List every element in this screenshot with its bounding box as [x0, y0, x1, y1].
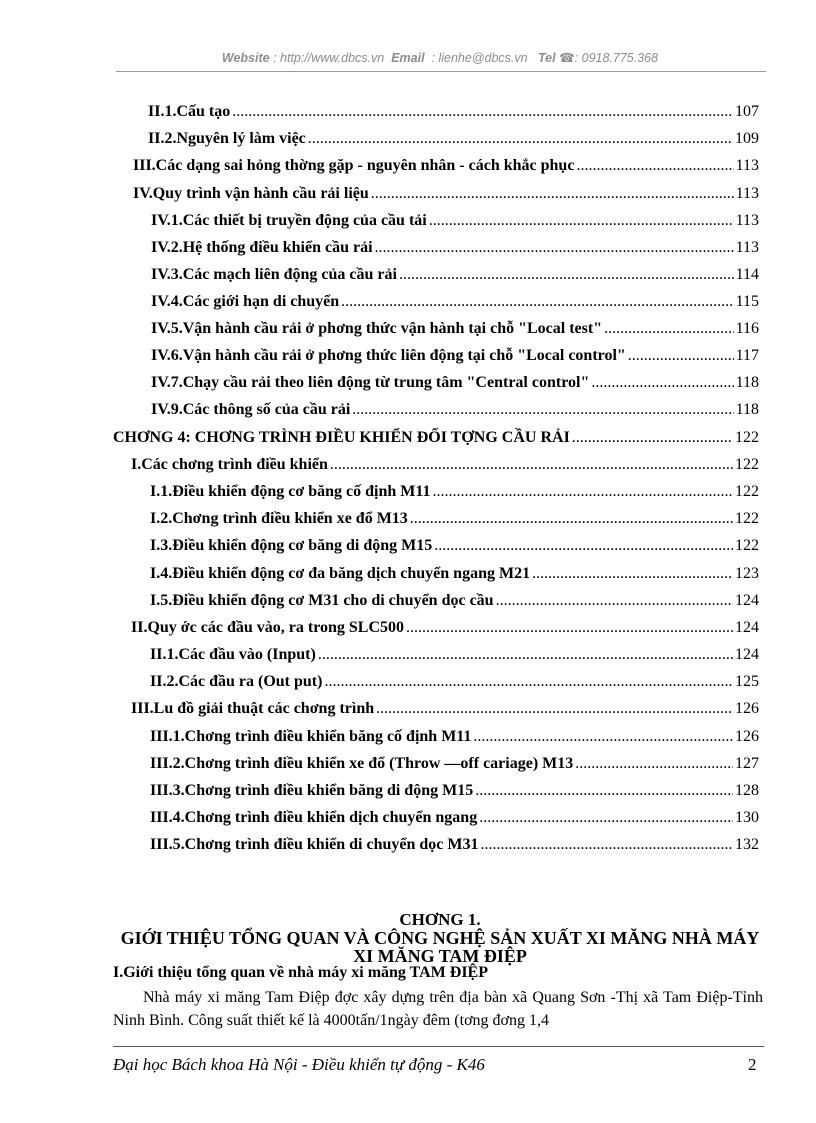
toc-leader [481, 836, 734, 854]
toc-entry-title: III.Lu đồ giải thuật các chơng trình [131, 700, 375, 717]
toc-entry-title: II.Quy ớc các đầu vào, ra trong SLC500 [131, 619, 405, 636]
toc-entry-title: III.2.Chơng trình điều khiển xe đổ (Throw —off cariage) M13 [150, 755, 574, 772]
toc-entry-page: 122 [735, 510, 759, 527]
toc-entry-title: IV.9.Các thông số của cầu rải [151, 401, 351, 418]
toc-entry-page: 128 [735, 782, 759, 799]
toc-entry [113, 429, 759, 447]
toc-leader [479, 809, 733, 827]
toc-entry-page: 113 [735, 239, 759, 256]
toc-entry [151, 374, 759, 392]
section-heading: I.Giới thiệu tổng quan về nhà máy xi măng TAM ĐIỆP [113, 964, 488, 981]
toc-entry [133, 185, 759, 203]
toc-entry-title: I.Các chơng trình điều khiển [131, 456, 328, 473]
toc-entry-page: 109 [735, 130, 759, 147]
toc-leader [628, 347, 734, 365]
footer-divider [113, 1046, 764, 1047]
toc-leader [432, 483, 733, 501]
toc-entry-page: 124 [735, 646, 759, 663]
email-label: Email [391, 51, 425, 65]
page-footer: Đại học Bách khoa Hà Nội - Điều khiển tự động - K46 [113, 1055, 485, 1074]
toc-entry-title: IV.6.Vận hành cầu rải ở phơng thức liên động tại chỗ "Local control" [151, 347, 626, 364]
chapter-number: CHƠNG 1. [399, 910, 481, 929]
toc-entry [151, 320, 759, 338]
toc-entry [151, 347, 759, 365]
toc-entry-title: IV.2.Hệ thống điều khiển cầu rải [151, 239, 373, 256]
toc-entry-page: 130 [735, 809, 759, 826]
toc-leader [318, 646, 733, 664]
toc-entry-page: 122 [735, 429, 759, 446]
toc-leader [473, 728, 733, 746]
toc-entry [150, 592, 759, 610]
tel-value: ☎: 0918.775.368 [559, 51, 659, 65]
toc-entry [150, 809, 759, 827]
toc-entry-title: III.5.Chơng trình điều khiển di chuyển dọc M31 [150, 836, 479, 853]
toc-entry-page: 122 [735, 483, 759, 500]
website-label: Website [221, 51, 270, 65]
email-value: : lienhe@dbcs.vn [431, 51, 528, 65]
toc-leader [406, 619, 733, 637]
toc-entry-page: 124 [735, 592, 759, 609]
toc-leader [375, 239, 734, 257]
toc-entry [151, 239, 759, 257]
toc-entry [151, 266, 759, 284]
toc-entry [148, 130, 759, 148]
toc-entry-page: 118 [735, 401, 759, 418]
toc-entry-title: III.Các dạng sai hỏng thờng gặp - nguyên nhân - cách khắc phục [133, 157, 575, 174]
toc-entry [148, 103, 759, 121]
toc-leader [352, 401, 733, 419]
toc-entry-title: IV.5.Vận hành cầu rải ở phơng thức vận hành tại chỗ "Local test" [151, 320, 603, 337]
toc-entry-page: 118 [735, 374, 759, 391]
toc-entry-page: 107 [735, 103, 759, 120]
toc-entry-page: 122 [735, 456, 759, 473]
toc-leader [371, 185, 734, 203]
toc-entry-page: 126 [735, 728, 759, 745]
website-value: : http://www.dbcs.vn [273, 51, 385, 65]
toc-entry [151, 293, 759, 311]
toc-leader [572, 429, 733, 447]
page-number: 2 [748, 1055, 757, 1074]
toc-entry-page: 113 [735, 212, 759, 229]
toc-entry-title: II.1.Cấu tạo [148, 103, 231, 120]
toc-entry-page: 113 [735, 157, 759, 174]
toc-entry-title: IV.Quy trình vận hành cầu rải liệu [133, 185, 369, 202]
toc-entry [131, 456, 759, 474]
toc-entry-page: 114 [735, 266, 759, 283]
toc-entry [131, 619, 759, 637]
toc-entry-title: II.2.Các đầu ra (Out put) [150, 673, 323, 690]
toc-entry-page: 117 [735, 347, 759, 364]
toc-entry [150, 728, 759, 746]
toc-entry-title: I.4.Điều khiển động cơ đa băng dịch chuyển ngang M21 [150, 565, 531, 582]
header-divider [116, 71, 766, 72]
toc-entry-title: I.1.Điều khiển động cơ băng cố định M11 [150, 483, 431, 500]
toc-leader [410, 510, 733, 528]
toc-entry [150, 565, 759, 583]
toc-entry [133, 157, 759, 175]
toc-leader [591, 374, 733, 392]
toc-entry-title: II.2.Nguyên lý làm việc [148, 130, 306, 147]
toc-entry-title: I.3.Điều khiển động cơ băng di động M15 [150, 537, 433, 554]
chapter-title: GIỚI THIỆU TỔNG QUAN VÀ CÔNG NGHỆ SẢN XUẤT XI MĂNG NHÀ MÁY XI MĂNG TAM ĐIỆP [120, 928, 760, 966]
toc-entry [150, 673, 759, 691]
toc-entry [150, 537, 759, 555]
toc-entry-title: IV.3.Các mạch liên động của cầu rải [151, 266, 397, 283]
toc-entry-page: 116 [735, 320, 759, 337]
toc-entry-title: IV.7.Chạy cầu rải theo liên động từ trung tâm "Central control" [151, 374, 590, 391]
toc-entry-page: 122 [735, 537, 759, 554]
toc-entry-page: 115 [735, 293, 759, 310]
toc-entry-page: 125 [735, 673, 759, 690]
toc-entry-title: I.2.Chơng trình điều khiển xe đổ M13 [150, 510, 408, 527]
toc-entry [150, 510, 759, 528]
toc-leader [604, 320, 734, 338]
body-paragraph: Nhà máy xi măng Tam Điệp đợc xây dựng trên địa bàn xã Quang Sơn -Thị xã Tam Điệp-Tỉnh Ninh Bình. Công suất thiết kế là 4000tấn/1ngày đêm (tơng đơng 1,4 [113, 989, 763, 1029]
toc-leader [575, 755, 733, 773]
page-header [110, 50, 770, 65]
toc-leader [434, 537, 733, 555]
toc-entry-title: IV.4.Các giới hạn di chuyển [151, 293, 340, 310]
toc-entry [150, 483, 759, 501]
toc-entry-page: 123 [735, 565, 759, 582]
toc-entry-title: III.4.Chơng trình điều khiển dịch chuyển ngang [150, 809, 478, 826]
toc-entry-page: 132 [735, 836, 759, 853]
toc-entry [151, 401, 759, 419]
toc-leader [324, 673, 733, 691]
toc-entry [131, 700, 759, 718]
tel-label: Tel [538, 51, 556, 65]
toc-leader [576, 157, 733, 175]
toc-entry-title: I.5.Điều khiển động cơ M31 cho di chuyển dọc cầu [150, 592, 494, 609]
toc-entry-page: 126 [735, 700, 759, 717]
toc-leader [308, 130, 733, 148]
toc-leader [330, 456, 733, 474]
toc-entry-page: 113 [735, 185, 759, 202]
toc-entry [150, 836, 759, 854]
toc-leader [475, 782, 733, 800]
toc-entry-page: 124 [735, 619, 759, 636]
toc-leader [376, 700, 733, 718]
toc-leader [232, 103, 733, 121]
toc-leader [532, 565, 733, 583]
toc-entry-page: 127 [735, 755, 759, 772]
toc-entry [150, 755, 759, 773]
toc-leader [496, 592, 733, 610]
toc-leader [399, 266, 734, 284]
toc-entry-title: III.3.Chơng trình điều khiển băng di động M15 [150, 782, 474, 799]
toc-entry [150, 646, 759, 664]
toc-entry-title: CHƠNG 4: CHƠNG TRÌNH ĐIỀU KHIỂN ĐỐI TỢNG CẦU RẢI [113, 429, 570, 446]
toc-entry [151, 212, 759, 230]
toc-entry [150, 782, 759, 800]
toc-entry-title: II.1.Các đầu vào (Input) [150, 646, 316, 663]
toc-entry-title: III.1.Chơng trình điều khiển băng cố định M11 [150, 728, 472, 745]
toc-entry-title: IV.1.Các thiết bị truyền động của cầu tải [151, 212, 427, 229]
toc-leader [429, 212, 734, 230]
toc-leader [341, 293, 733, 311]
